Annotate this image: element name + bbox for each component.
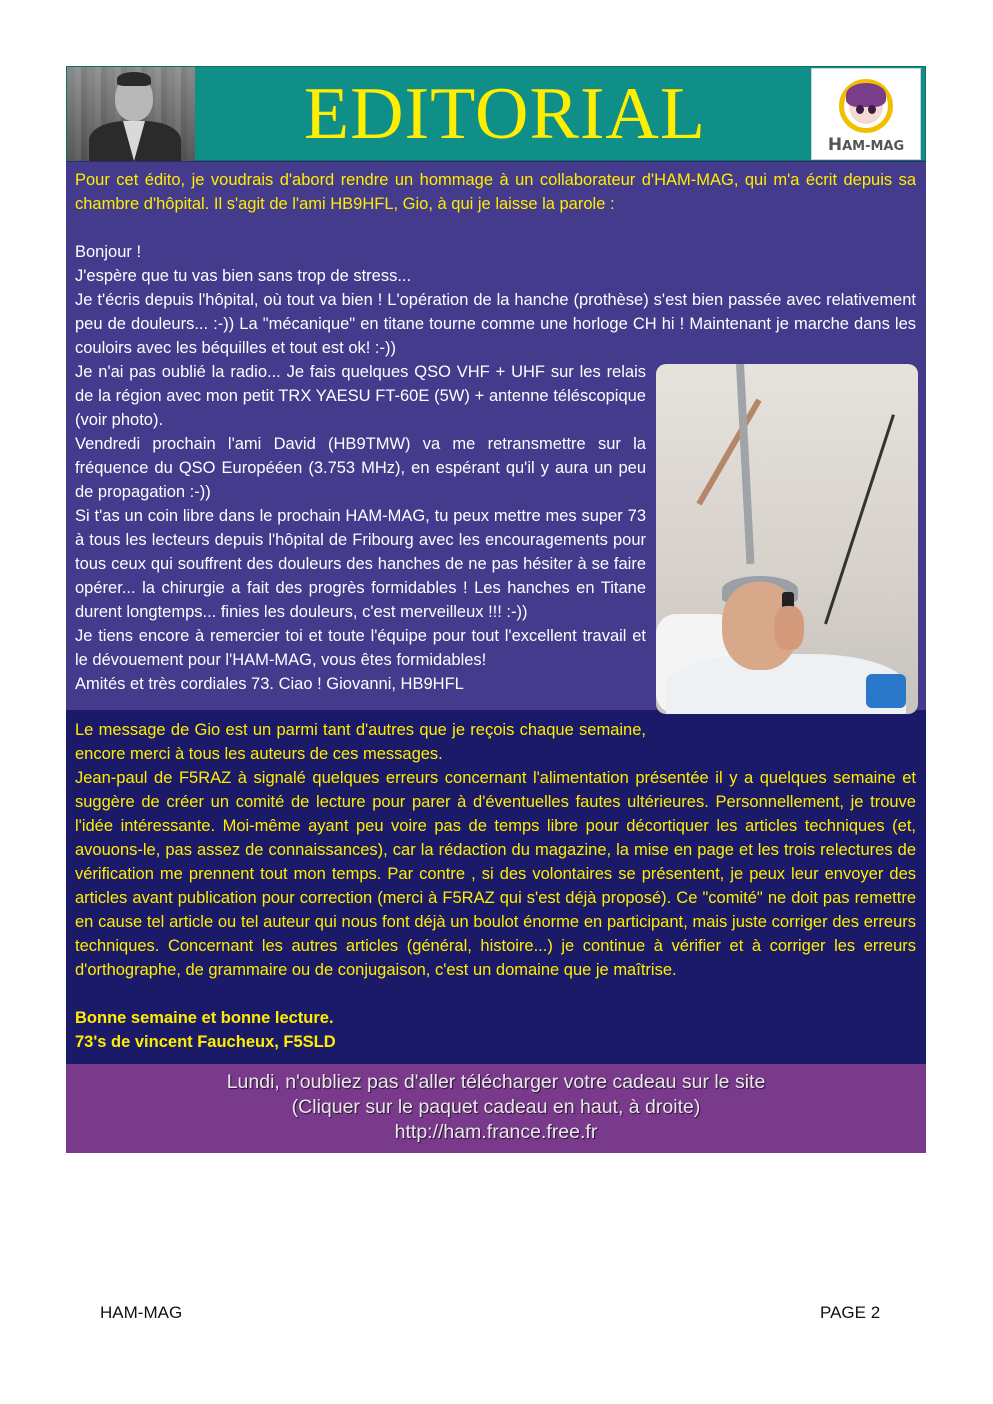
editor-note-section: [66, 710, 926, 1064]
editor-signature: 73's de vincent Faucheux, F5SLD: [75, 1033, 336, 1051]
letter-paragraph: Je n'ai pas oublié la radio... Je fais quelques QSO VHF + UHF sur les relais de la région avec mon petit TRX YAESU FT-60E (5W) + antenne téléscopique (voir photo).: [75, 363, 646, 429]
website-link[interactable]: http://ham.france.free.fr: [394, 1121, 598, 1143]
letter-greeting: Bonjour !: [75, 243, 142, 261]
letter-paragraph: Je t'écris depuis l'hôpital, où tout va bien ! L'opération de la hanche (prothèse) s'est bien passée avec relativement peu de douleurs... :-)) La "mécanique" en titane tourne comme une horloge CH hi ! Maintenant je marche dans les couloirs avec les béquilles et tout est ok! :-)): [75, 291, 916, 357]
logo-brand-text: HAM-MAG: [827, 135, 905, 155]
gift-notice-hint: (Cliquer sur le paquet cadeau en haut, à droite): [291, 1096, 701, 1118]
editorial-page: [66, 66, 926, 1153]
editor-paragraph: Le message de Gio est un parmi tant d'autres que je reçois chaque semaine, encore merci à tous les auteurs de ces messages.: [75, 721, 646, 763]
letter-signature: Amités et très cordiales 73. Ciao ! Giovanni, HB9HFL: [75, 675, 464, 693]
editorial-header: [66, 66, 926, 161]
letter-line: J'espère que tu vas bien sans trop de stress...: [75, 267, 412, 285]
footer-magazine-name: HAM-MAG: [100, 1303, 183, 1322]
gift-notice-section: [66, 1064, 926, 1153]
author-photo: [67, 67, 195, 161]
gift-notice-line: Lundi, n'oubliez pas d'aller télécharger votre cadeau sur le site: [226, 1071, 766, 1093]
hospital-photo: [656, 364, 918, 714]
intro-paragraph: Pour cet édito, je voudrais d'abord rendre un hommage à un collaborateur d'HAM-MAG, qui m'a écrit depuis sa chambre d'hôpital. Il s'agit de l'ami HB9HFL, Gio, à qui je laisse la parole :: [75, 171, 916, 213]
ham-mag-logo: [811, 68, 921, 160]
guest-letter-section: [66, 161, 926, 710]
closing-line: Bonne semaine et bonne lecture.: [75, 1009, 334, 1027]
letter-paragraph: Si t'as un coin libre dans le prochain HAM-MAG, tu peux mettre mes super 73 à tous les lecteurs depuis l'hôpital de Fribourg avec les encouragements pour tous ceux qui souffrent des douleurs des hanches de ne pas hésiter à se faire opérer... la chirurgie a fait des progrès formidables ! Les hanches en Titane durent longtemps... finies les douleurs, c'est merveilleux !!! :-)): [75, 507, 646, 621]
letter-paragraph: Je tiens encore à remercier toi et toute l'équipe pour tout l'excellent travail et le dévouement pour l'HAM-MAG, vous êtes formidables!: [75, 627, 646, 669]
footer-page-number: PAGE 2: [820, 1303, 881, 1322]
editor-paragraph: Jean-paul de F5RAZ à signalé quelques erreurs concernant l'alimentation présentée il y a quelques semaine et suggère de créer un comité de lecture pour parer à d'éventuelles fautes ultérieures. Personnellement, je trouve l'idée intéressante. Moi-même ayant peu voire pas de temps libre pour décortiquer les articles techniques (et, avouons-le, pas assez de connaissances), car la rédaction du magazine, la mise en page et les trois relectures de vérification me prennent tout mon temps. Par contre , si des volontaires se présentent, je peux leur envoyer des articles avant publication pour correction (merci à F5RAZ qui s'est déjà proposé). Ce "comité" ne doit pas remettre en cause tel article ou tel auteur qui nous font déjà un boulot énorme en participant, mais juste corriger des erreurs techniques. Concernant les autres articles (général, histoire...) je continue à vérifier et à corriger les erreurs d'orthographe, de grammaire ou de conjugaison, c'est un domaine que je maîtrise.: [75, 769, 916, 979]
page-title: EDITORIAL: [303, 73, 707, 155]
letter-paragraph: Vendredi prochain l'ami David (HB9TMW) va me retransmettre sur la fréquence du QSO Europééen (3.753 MHz), en espérant qu'il y aura un peu de propagation :-)): [75, 435, 646, 501]
